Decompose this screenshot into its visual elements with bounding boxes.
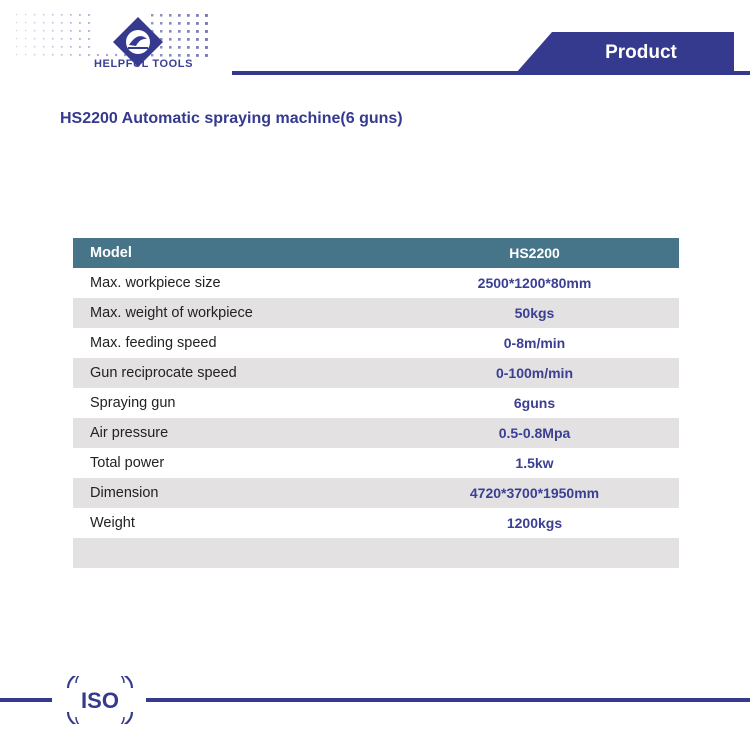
table-header-key: Model <box>73 238 390 268</box>
logo-dot <box>52 46 54 48</box>
logo-dot <box>25 30 26 31</box>
logo-dot <box>25 38 26 39</box>
logo-dot <box>88 54 90 56</box>
logo-dot <box>169 22 172 25</box>
logo-dot <box>205 22 208 25</box>
logo-dot <box>25 46 26 47</box>
page-title: HS2200 Automatic spraying machine(6 guns) <box>60 110 403 127</box>
logo-dot <box>205 30 208 33</box>
logo-dot <box>88 38 90 40</box>
logo-dot <box>43 38 44 39</box>
logo-dot <box>178 54 181 57</box>
logo-dot <box>169 30 172 33</box>
logo-dot <box>16 22 17 23</box>
logo-dot <box>25 54 26 55</box>
logo-dot <box>178 22 181 25</box>
row-value: 2500*1200*80mm <box>390 268 679 298</box>
logo-dot <box>52 38 54 40</box>
logo-dot <box>16 38 17 39</box>
logo-dot <box>205 46 208 49</box>
logo-dot <box>25 14 26 15</box>
logo-dot <box>169 14 172 17</box>
product-tab-label: Product <box>605 42 677 63</box>
logo-dot <box>88 46 90 48</box>
logo-dot <box>16 46 17 47</box>
table-row <box>73 508 679 538</box>
logo-dot <box>196 38 199 41</box>
logo-dot <box>43 30 44 31</box>
logo-dot <box>52 30 54 32</box>
row-value: 0.5-0.8Mpa <box>390 418 679 448</box>
logo-dot <box>61 46 63 48</box>
table-row <box>73 298 679 328</box>
row-key: Weight <box>73 508 390 538</box>
logo-dot <box>79 38 81 40</box>
logo-dot <box>196 54 199 57</box>
logo-dot <box>187 46 190 49</box>
logo-dot <box>187 30 190 33</box>
row-value: 4720*3700*1950mm <box>390 478 679 508</box>
logo-dot <box>61 22 63 24</box>
logo-dot <box>79 46 81 48</box>
logo-dot <box>169 54 172 57</box>
logo-dot <box>61 14 63 16</box>
logo-dot <box>178 46 181 49</box>
logo-dot <box>25 22 26 23</box>
spec-table <box>73 238 679 568</box>
logo-dot <box>16 14 17 15</box>
table-header-value: HS2200 <box>390 238 679 268</box>
table-row <box>73 268 679 298</box>
table-header-row <box>73 238 679 268</box>
logo-dot <box>70 46 72 48</box>
row-key: Dimension <box>73 478 390 508</box>
logo-dot <box>70 14 72 16</box>
logo-dot <box>34 14 35 15</box>
iso-badge-text: ISO <box>81 688 119 713</box>
logo-dot <box>34 54 35 55</box>
row-value: 1.5kw <box>390 448 679 478</box>
row-key: Max. workpiece size <box>73 268 390 298</box>
logo-dot <box>88 14 90 16</box>
row-value: 1200kgs <box>390 508 679 538</box>
table-row <box>73 448 679 478</box>
row-value: 0-8m/min <box>390 328 679 358</box>
logo-dot <box>16 54 17 55</box>
row-key: Max. feeding speed <box>73 328 390 358</box>
logo-dot <box>34 30 35 31</box>
logo-dot <box>70 54 72 56</box>
table-row <box>73 478 679 508</box>
logo-dot <box>187 22 190 25</box>
logo-dot <box>34 22 35 23</box>
logo-dot <box>196 30 199 33</box>
logo-dot <box>196 46 199 49</box>
row-value <box>390 538 679 568</box>
row-value: 50kgs <box>390 298 679 328</box>
logo-dot <box>205 54 208 57</box>
row-value: 6guns <box>390 388 679 418</box>
logo-dot <box>106 54 108 56</box>
brand-name: HELPFUL TOOLS <box>94 58 194 70</box>
logo-dot <box>169 38 172 41</box>
logo-dot <box>178 14 181 17</box>
row-key: Air pressure <box>73 418 390 448</box>
logo-dot <box>196 22 199 25</box>
logo-dot <box>79 14 81 16</box>
logo-dot <box>61 54 63 56</box>
logo-dot <box>16 30 17 31</box>
row-key: Total power <box>73 448 390 478</box>
logo-dot <box>79 30 81 32</box>
logo-dot <box>178 30 181 33</box>
logo-dot <box>34 46 35 47</box>
table-row-empty <box>73 538 679 568</box>
footer-divider-left <box>0 698 52 702</box>
logo-dot <box>52 14 54 16</box>
logo-dot <box>196 14 199 17</box>
row-value: 0-100m/min <box>390 358 679 388</box>
logo-dot <box>205 14 208 17</box>
logo-dot <box>70 30 72 32</box>
table-row <box>73 328 679 358</box>
logo-dot <box>43 46 44 47</box>
table-row <box>73 388 679 418</box>
logo-dot <box>205 38 208 41</box>
logo-dot <box>88 22 90 24</box>
logo-dot <box>52 22 54 24</box>
footer-divider-right <box>146 698 750 702</box>
logo-dot <box>169 46 172 49</box>
logo-dot <box>70 22 72 24</box>
logo-dot <box>70 38 72 40</box>
logo-dot <box>97 54 99 56</box>
logo-dot <box>79 54 81 56</box>
table-row <box>73 418 679 448</box>
iso-badge-icon <box>62 676 138 724</box>
logo-dot <box>79 22 81 24</box>
logo-dot <box>61 38 63 40</box>
logo-dot <box>43 22 44 23</box>
logo-dot <box>187 14 190 17</box>
table-row <box>73 358 679 388</box>
logo-dot <box>187 54 190 57</box>
logo-dot <box>88 30 90 32</box>
row-key: Spraying gun <box>73 388 390 418</box>
logo-dot <box>34 38 35 39</box>
logo-dot <box>52 54 54 56</box>
logo-dot <box>61 30 63 32</box>
brand-logo <box>12 10 242 78</box>
logo-dot <box>43 14 44 15</box>
logo-dot <box>178 38 181 41</box>
logo-dot <box>187 38 190 41</box>
row-key <box>73 538 390 568</box>
logo-dot <box>43 54 44 55</box>
row-key: Gun reciprocate speed <box>73 358 390 388</box>
row-key: Max. weight of workpiece <box>73 298 390 328</box>
